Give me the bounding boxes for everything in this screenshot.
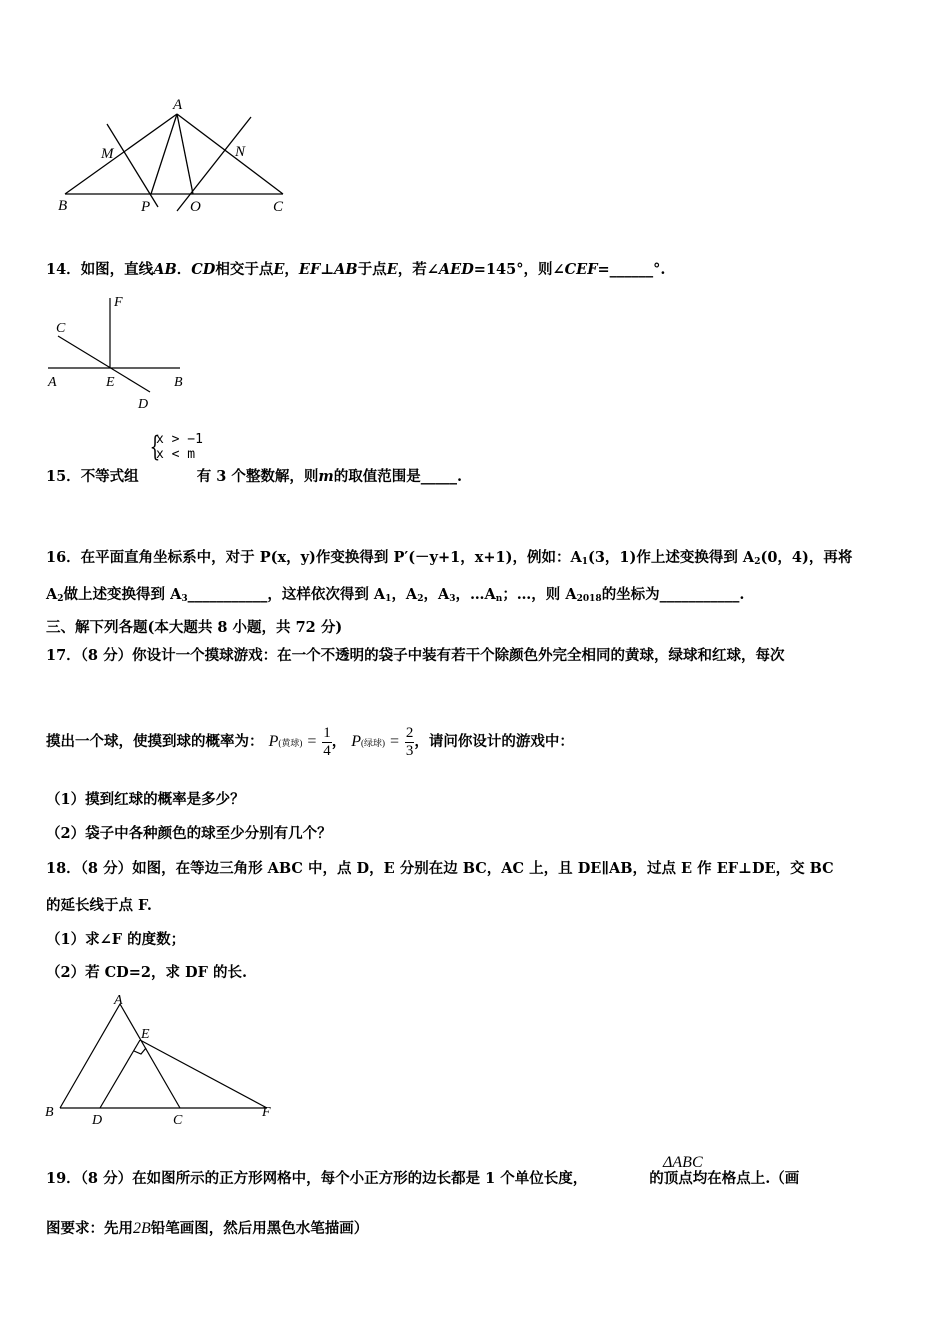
q14-text: ，: [284, 261, 299, 278]
label-B: B: [58, 198, 68, 214]
label-C: C: [173, 1113, 183, 1128]
question-14: [46, 260, 906, 280]
q16-sub: 2: [754, 557, 761, 567]
q14-e: E: [273, 261, 285, 278]
q17-sub2: （2）袋子中各种颜色的球至少分别有几个？: [46, 825, 332, 842]
q16-text: A: [46, 586, 58, 603]
q14-text: ，若∠: [397, 261, 439, 278]
q19-text: 铅笔画图，然后用黑色水笔描画）: [150, 1220, 369, 1237]
q14-sep: ．: [176, 261, 192, 278]
q15-sys-line1: x > −1: [156, 432, 203, 447]
q16-text: ，…A: [455, 586, 496, 603]
q15-text: 有 3 个整数解，则: [196, 468, 319, 485]
q16-sub: 2018: [576, 594, 602, 604]
q14-text: 如图，直线: [80, 261, 154, 278]
label-D: D: [138, 397, 149, 412]
q17-fraction-1: [322, 725, 332, 760]
label-O: O: [190, 199, 201, 215]
q14-cd: CD: [191, 261, 216, 278]
denominator: 3: [405, 742, 414, 759]
q16-sub: 1: [581, 557, 588, 567]
q18-sub2: （2）若 CD=2，求 DF 的长.: [46, 964, 248, 981]
p-symbol: P: [268, 733, 279, 750]
q16-text: ，A: [391, 586, 418, 603]
q14-ab: AB: [153, 261, 177, 278]
q16-text: ；…，则 A: [502, 586, 577, 603]
label-A: A: [48, 375, 57, 390]
label-C: C: [56, 321, 66, 336]
q14-e: E: [386, 261, 398, 278]
q19-text: 19．（8 分）在如图所示的正方形网格中，每个小正方形的边长都是 1 个单位长度，: [46, 1170, 588, 1187]
q19-text: 的顶点均在格点上.（画: [649, 1170, 800, 1187]
q17-p-yellow: [269, 733, 318, 750]
label-C: C: [273, 199, 284, 215]
question-18-line2: 的延长线于点 F.: [46, 897, 152, 914]
q16-sub: 3: [449, 594, 456, 604]
label-B: B: [45, 1105, 54, 1120]
q17-sub1: （1）摸到红球的概率是多少？: [46, 791, 245, 808]
q14-aed: AED: [438, 261, 474, 278]
question-17-line1: 17．（8 分）你设计一个摸球游戏：在一个不透明的袋子中装有若干个除颜色外完全相同的黄球，绿球和红球，每次: [46, 647, 785, 664]
label-E: E: [106, 375, 115, 390]
label-N: N: [235, 144, 246, 160]
question-15: [46, 467, 906, 487]
q16-sub: 2: [57, 594, 64, 604]
q14-text: 于点: [357, 261, 387, 278]
denominator: 4: [323, 742, 331, 759]
q14-number: 14．: [46, 261, 81, 278]
section-3-title: 三、解下列各题(本大题共 8 小题，共 72 分): [46, 619, 343, 636]
p-symbol: P: [351, 733, 362, 750]
q19-triangle-symbol: ΔABC: [663, 1154, 703, 1171]
q17-text: ，: [331, 733, 347, 750]
figure-q13: [55, 95, 295, 220]
question-16-line1: [46, 548, 906, 572]
q16-sub: 2: [417, 594, 424, 604]
question-18-line1: 18．（8 分）如图，在等边三角形 ABC 中，点 D，E 分别在边 BC，AC 上，且 DE∥AB，过点 E 作 EF⊥DE，交 BC: [46, 860, 834, 877]
p-sub: (绿球): [361, 738, 386, 748]
q14-answer-blank: =______°.: [597, 261, 666, 278]
q14-ab: AB: [334, 261, 358, 278]
label-D: D: [92, 1113, 103, 1128]
label-F: F: [114, 295, 123, 310]
question-16-line2: [46, 585, 906, 609]
q17-text: ，请问你设计的游戏中：: [414, 733, 574, 750]
q16-sub: 1: [385, 594, 392, 604]
q16-text: (0，4)，再将: [760, 549, 853, 566]
figure-q18: [42, 990, 282, 1130]
q16-text: 做上述变换得到 A: [63, 586, 182, 603]
label-F: F: [262, 1105, 271, 1120]
q14-text: =145°，则∠: [473, 261, 565, 278]
q16-sub: 3: [181, 594, 188, 604]
q15-m: m: [318, 468, 334, 485]
q16-text: 16．在平面直角坐标系中，对于 P(x，y)作变换得到 P′(－y+1，x+1)，例如：A: [46, 549, 582, 566]
q17-text: 摸出一个球，使摸到球的概率为：: [46, 733, 264, 750]
q16-sub: n: [495, 594, 503, 604]
q15-sys-line2: x < m: [156, 447, 196, 462]
q14-cef: CEF: [564, 261, 598, 278]
q17-p-green: [351, 733, 400, 750]
q16-text: (3，1)作上述变换得到 A: [587, 549, 755, 566]
label-A: A: [173, 97, 183, 113]
q18-sub1: （1）求∠F 的度数；: [46, 931, 186, 948]
label-M: M: [101, 146, 114, 162]
q19-2b: 2B: [133, 1220, 151, 1237]
q15-answer-blank: 的取值范围是_____.: [333, 468, 463, 485]
label-A: A: [114, 993, 123, 1008]
p-sub: (黄球): [278, 738, 303, 748]
eq-sign: =: [389, 733, 400, 750]
q19-text: 图要求：先用: [46, 1220, 133, 1237]
q16-answer-blank: 的坐标为___________.: [601, 586, 745, 603]
q15-number: 15．: [46, 468, 81, 485]
q15-inequality-system: { x > −1 x < m: [149, 430, 203, 463]
q16-text: ___________，这样依次得到 A: [187, 586, 386, 603]
figure-q14: [44, 292, 204, 417]
question-19-line2: [46, 1219, 906, 1239]
q14-ef: EF: [298, 261, 321, 278]
label-B: B: [174, 375, 183, 390]
q14-perp: ⊥: [320, 261, 335, 278]
label-P: P: [141, 199, 151, 215]
q16-text: ，A: [423, 586, 450, 603]
q17-fraction-2: [405, 725, 415, 760]
question-19-line1: [46, 1169, 906, 1189]
numerator: 1: [323, 724, 331, 741]
numerator: 2: [405, 724, 414, 741]
q15-text: 不等式组: [80, 468, 139, 485]
eq-sign: =: [306, 733, 318, 750]
question-17-line2: [46, 722, 906, 762]
label-E: E: [141, 1027, 150, 1042]
q14-text: 相交于点: [215, 261, 274, 278]
